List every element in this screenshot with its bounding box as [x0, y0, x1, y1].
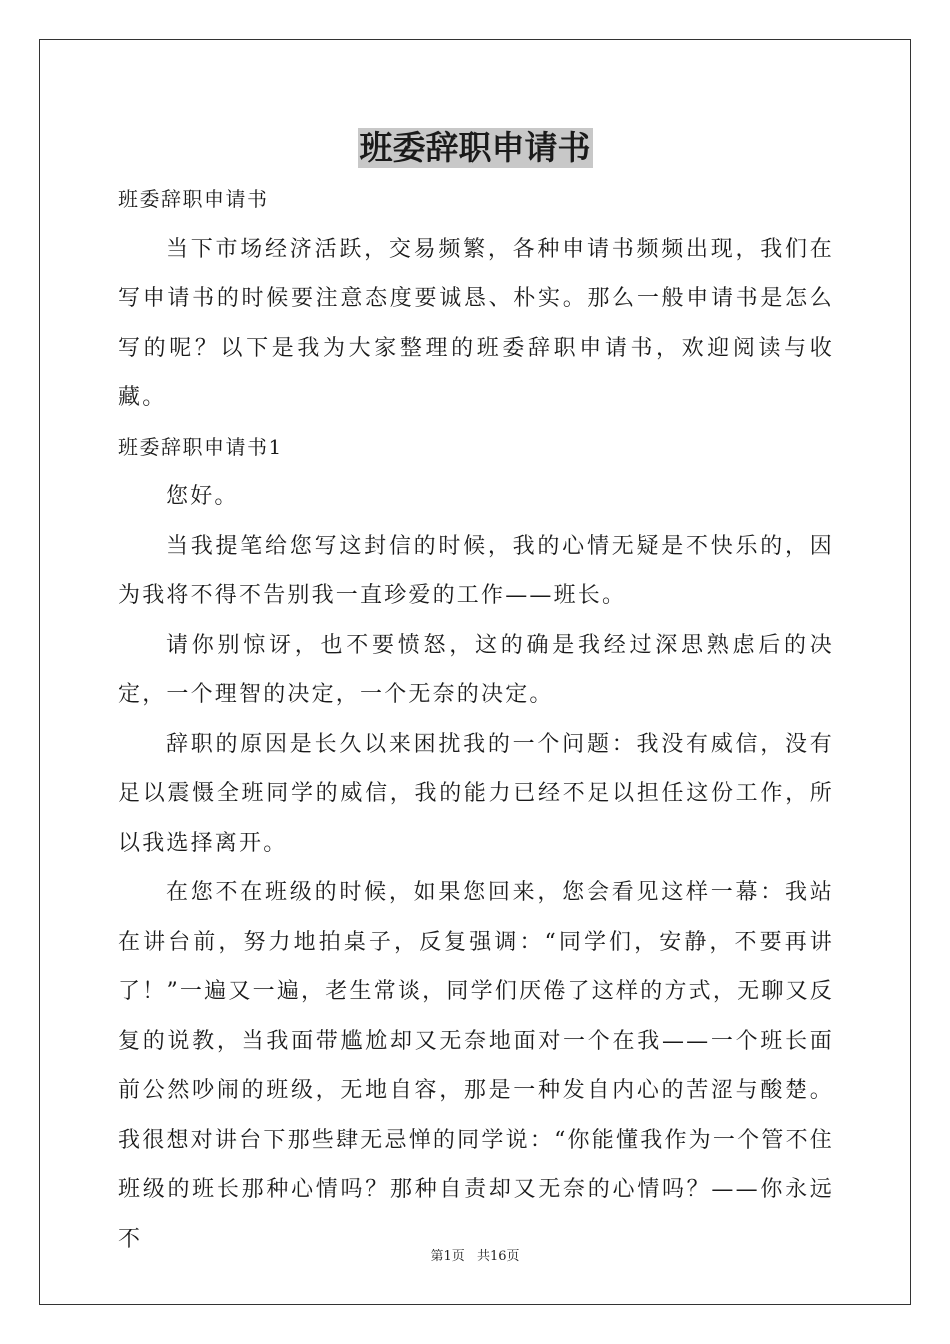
section-heading: 班委辞职申请书1 — [118, 434, 283, 459]
letter-paragraph: 当我提笔给您写这封信的时候，我的心情无疑是不快乐的，因为我将不得不告别我一直珍爱的工作——班长。 — [118, 533, 834, 608]
title-wrap — [0, 128, 950, 168]
letter-paragraph: 辞职的原因是长久以来困扰我的一个问题：我没有威信，没有足以震慑全班同学的威信，我的能力已经不足以担任这份工作，所以我选择离开。 — [118, 731, 834, 856]
page-total: 共16页 — [476, 1249, 520, 1264]
page-number: 第1页 — [430, 1249, 465, 1264]
intro-paragraph: 当下市场经济活跃，交易频繁，各种申请书频频出现，我们在写申请书的时候要注意态度要诚恳、朴实。那么一般申请书是怎么写的呢？以下是我为大家整理的班委辞职申请书，欢迎阅读与收藏。 — [118, 236, 834, 410]
document-title: 班委辞职申请书 — [359, 128, 591, 167]
letter-paragraph: 在您不在班级的时候，如果您回来，您会看见这样一幕：我站在讲台前，努力地拍桌子，反复强调：“同学们，安静，不要再讲了！”一遍又一遍，老生常谈，同学们厌倦了这样的方式，无聊又反复的说教，当我面带尴尬却又无奈地面对一个在我——一个班长面前公然吵闹的班级，无地自容，那是一种发自内心的苦涩与酸楚。我很想对讲台下那些肆无忌惮的同学说：“你能懂我作为一个管不住班级的班长那种心情吗？那种自责却又无奈的心情吗？——你永远不 — [118, 880, 834, 1252]
letter-paragraph: 您好。 — [166, 484, 239, 509]
document-body — [118, 175, 834, 1264]
letter-paragraph: 请你别惊讶，也不要愤怒，这的确是我经过深思熟虑后的决定，一个理智的决定，一个无奈的决定。 — [118, 632, 834, 707]
page-footer — [0, 1245, 950, 1264]
document-subtitle: 班委辞职申请书 — [118, 187, 269, 211]
